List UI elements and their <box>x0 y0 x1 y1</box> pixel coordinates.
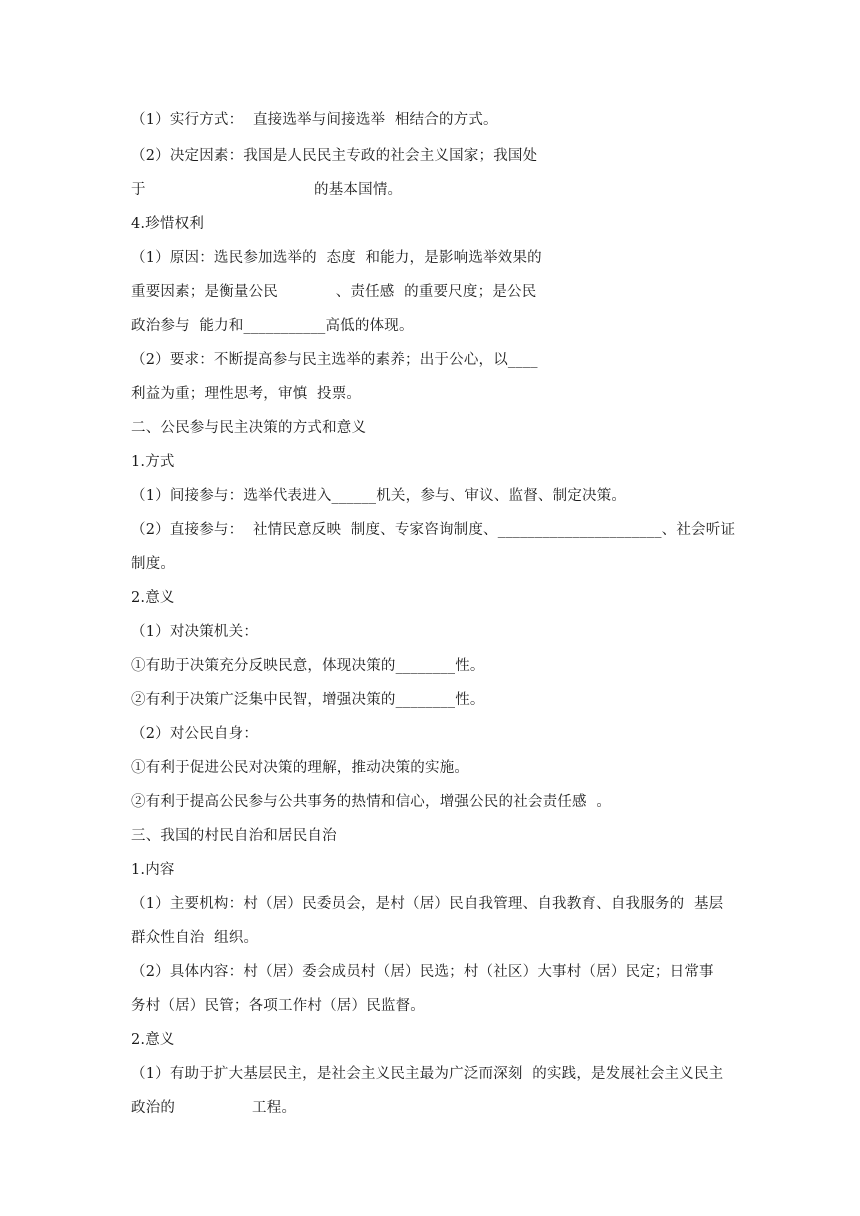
text-line-20: ①有利于促进公民对决策的理解，推动决策的实施。 <box>131 760 470 776</box>
text-line-25: 群众性自治 组织。 <box>131 930 259 946</box>
text-line-3: 于 的基本国情。 <box>131 182 403 198</box>
text-line-13: （2）直接参与： 社情民意反映 制度、专家咨询制度、______________________、社会听证 <box>131 522 736 538</box>
text-line-18: ②有利于决策广泛集中民智，增强决策的________性。 <box>131 692 485 708</box>
text-line-27: 务村（居）民管；各项工作村（居）民监督。 <box>131 998 425 1014</box>
text-line-8: （2）要求：不断提高参与民主选举的素养；出于公心，以____ <box>131 352 538 368</box>
subheading-significance: 2.意义 <box>131 590 175 606</box>
section-heading-2: 二、公民参与民主决策的方式和意义 <box>131 420 367 436</box>
subheading-content: 1.内容 <box>131 862 175 878</box>
text-line-5: （1）原因：选民参加选举的 态度 和能力，是影响选举效果的 <box>131 250 542 266</box>
text-line-9: 利益为重；理性思考，审慎 投票。 <box>131 386 362 402</box>
text-line-14: 制度。 <box>131 556 176 572</box>
text-line-16: （1）对决策机关： <box>131 624 259 640</box>
text-line-30: 政治的 工程。 <box>131 1100 297 1116</box>
section-heading-3: 三、我国的村民自治和居民自治 <box>131 828 337 844</box>
text-line-24: （1）主要机构：村（居）民委员会，是村（居）民自我管理、自我教育、自我服务的 基层 <box>131 896 724 912</box>
text-line-12: （1）间接参与：选举代表进入______机关，参与、审议、监督、制定决策。 <box>131 488 627 504</box>
text-line-21: ②有利于提高公民参与公共事务的热情和信心，增强公民的社会责任感 。 <box>131 794 612 810</box>
subheading-methods: 1.方式 <box>131 454 175 470</box>
text-line-17: ①有助于决策充分反映民意，体现决策的________性。 <box>131 658 485 674</box>
text-line-1: （1）实行方式： 直接选举与间接选举 相结合的方式。 <box>131 112 498 128</box>
subheading-significance-2: 2.意义 <box>131 1032 175 1048</box>
text-line-7: 政治参与 能力和___________高低的体现。 <box>131 318 414 334</box>
section-heading-4: 4.珍惜权利 <box>131 216 205 232</box>
text-line-6: 重要因素；是衡量公民 、责任感 的重要尺度；是公民 <box>131 284 537 300</box>
text-line-2: （2）决定因素：我国是人民民主专政的社会主义国家；我国处 <box>131 148 538 164</box>
text-line-19: （2）对公民自身： <box>131 726 259 742</box>
text-line-29: （1）有助于扩大基层民主，是社会主义民主最为广泛而深刻 的实践，是发展社会主义民主 <box>131 1066 724 1082</box>
text-line-26: （2）具体内容：村（居）委会成员村（居）民选；村（社区）大事村（居）民定；日常事 <box>131 964 714 980</box>
